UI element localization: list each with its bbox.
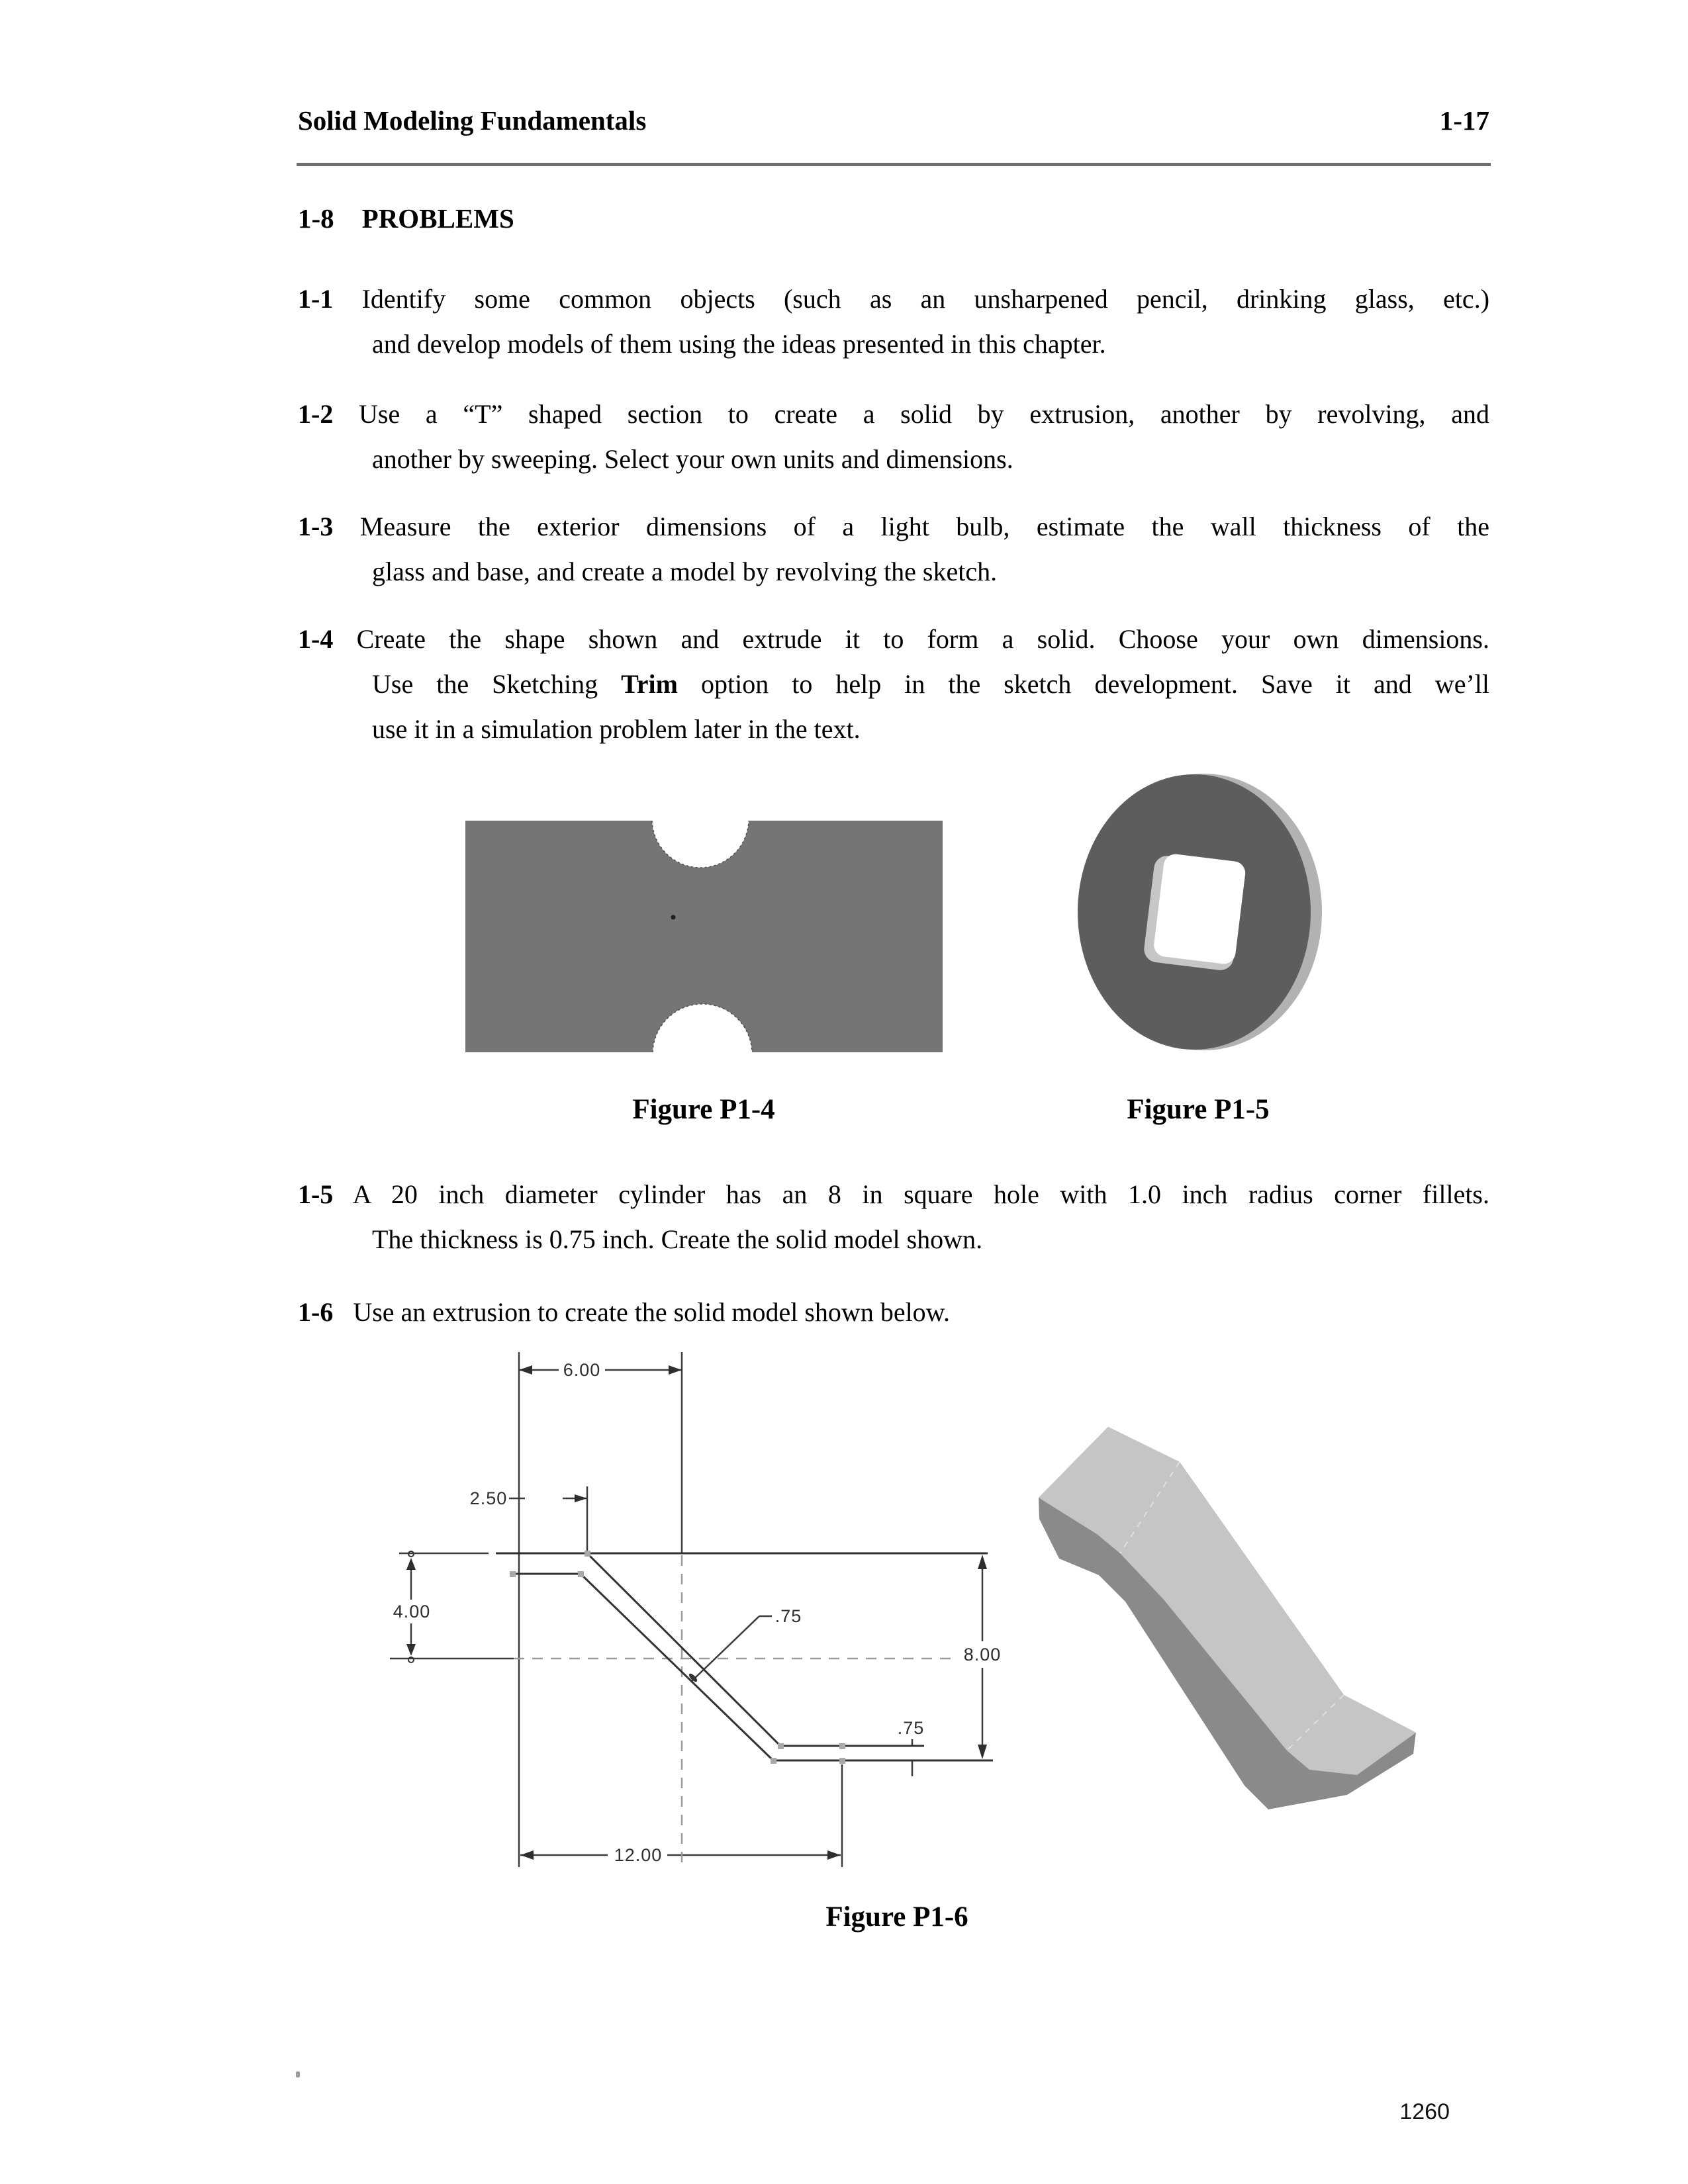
figure-p1-6-3d-model: [1013, 1377, 1436, 1827]
dim-4-00: 4.00: [393, 1602, 431, 1621]
dim-8-00: 8.00: [963, 1645, 1002, 1664]
problem-number: 1-3: [298, 512, 334, 541]
problem-text-line: Create the shape shown and extrude it to form a solid. Choose your own dimensions.: [356, 624, 1489, 654]
problem-text-line: Use a “T” shaped section to create a solid by extrusion, another by revolving, and: [359, 399, 1490, 429]
problem-1-1: [298, 277, 1489, 367]
header-rule: [297, 163, 1491, 166]
figure-p1-4-caption: Figure P1-4: [632, 1094, 775, 1125]
problem-text-line: another by sweeping. Select your own units and dimensions.: [372, 444, 1013, 474]
section-title: PROBLEMS: [361, 203, 514, 234]
figure-p1-5-caption: Figure P1-5: [1127, 1094, 1270, 1125]
problem-1-4: [298, 617, 1489, 752]
problem-number: 1-5: [298, 1179, 334, 1209]
figure-p1-5-image: [1076, 773, 1334, 1051]
problem-text-line: glass and base, and create a model by revolving the sketch.: [372, 557, 998, 586]
figure-p1-4-image: [465, 821, 943, 1052]
page-number-footer: 1260: [1399, 2099, 1450, 2124]
problem-text-line: use it in a simulation problem later in the text.: [372, 714, 861, 744]
square-hole: [1143, 852, 1246, 972]
print-speck: [296, 2071, 300, 2077]
figure-p1-6-caption: Figure P1-6: [825, 1901, 968, 1933]
dim-12-00: 12.00: [614, 1845, 663, 1865]
trim-keyword: Trim: [621, 669, 678, 699]
problem-text-line: The thickness is 0.75 inch. Create the solid model shown.: [372, 1224, 983, 1254]
profile-diagonal-upper: [587, 1553, 780, 1746]
dim-75-diagonal: .75: [774, 1606, 802, 1626]
problem-text-line: Use the Sketching: [372, 669, 622, 699]
problem-1-2: [298, 392, 1489, 482]
problem-1-5: [298, 1172, 1489, 1262]
dim-6-00: 6.00: [563, 1360, 601, 1380]
problem-number: 1-2: [298, 399, 334, 429]
problem-1-3: [298, 504, 1489, 594]
problem-text-line: Identify some common objects (such as an unsharpened pencil, drinking glass, etc.): [361, 284, 1490, 314]
section-number: 1-8: [298, 203, 334, 234]
problem-number: 1-6: [298, 1297, 334, 1327]
problem-text-line: and develop models of them using the ideas presented in this chapter.: [372, 329, 1106, 359]
problem-1-6: [298, 1290, 1489, 1335]
dim-2-50: 2.50: [469, 1488, 508, 1508]
profile-diagonal-lower: [581, 1574, 773, 1760]
plate-speck: [671, 915, 676, 920]
problem-text-line: Measure the exterior dimensions of a light bulb, estimate the wall thickness of the: [359, 512, 1490, 541]
page-title: Solid Modeling Fundamentals: [298, 105, 647, 136]
figure-p1-6-drawing: [371, 1343, 1006, 1873]
dim-75-flange: .75: [897, 1718, 925, 1738]
problem-text-line: option to help in the sketch development. Save it and we’ll: [678, 669, 1489, 699]
problem-text-line: A 20 inch diameter cylinder has an 8 in square hole with 1.0 inch radius corner fillets.: [352, 1179, 1490, 1209]
problem-text-line: Use an extrusion to create the solid model shown below.: [353, 1297, 950, 1327]
problem-number: 1-4: [298, 624, 334, 654]
problem-number: 1-1: [298, 284, 334, 314]
section-heading: [298, 203, 514, 234]
page-number-header: 1-17: [1439, 105, 1489, 136]
